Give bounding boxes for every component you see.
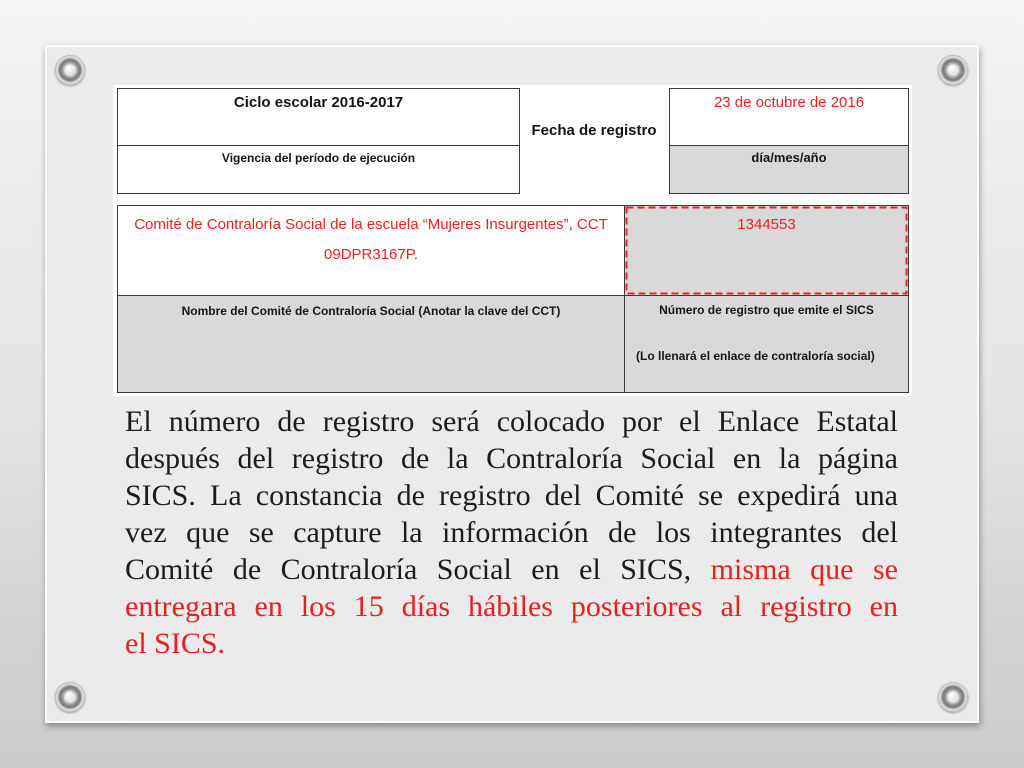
screw-bottom-left-icon [55,682,85,712]
date-format-cell [669,145,909,194]
paragraph-text: El número de registro será colocado por el Enlace Estatal [125,405,898,438]
committee-name-label: Nombre del Comité de Contraloría Social (Anotar la clave del CCT) [181,304,561,318]
committee-value: Comité de Contraloría Social de la escuela “Mujeres Insurgentes”, CCT 09DPR3167P. [134,216,608,263]
paragraph-text: después del registro de la Contraloría Social en la página [125,442,898,475]
paragraph-line [125,514,898,551]
registration-number-highlight [624,205,909,296]
registration-number-label: Número de registro que emite el SICS [659,303,874,317]
paragraph-text: Comité de Contraloría Social en el SICS, [125,553,692,586]
paragraph-line [125,403,898,440]
validity-cell [117,145,520,194]
date-value: 23 de octubre de 2016 [713,94,865,111]
paragraph-line [125,477,898,514]
paragraph-highlight-text: misma que se [710,553,898,586]
validity-label: Vigencia del período de ejecución [221,151,416,165]
committee-name-cell [117,295,625,393]
paragraph-line [125,625,898,662]
cycle-label: Ciclo escolar 2016-2017 [233,94,404,111]
paragraph-line [125,440,898,477]
committee-value-cell [117,205,625,296]
registration-number: 1344553 [737,216,796,233]
date-value-cell [669,88,909,146]
paragraph-line [125,551,898,588]
registration-label-cell [624,295,909,393]
registration-number-note: (Lo llenará el enlace de contraloría social) [636,349,875,363]
screw-bottom-right-icon [938,682,968,712]
screw-top-left-icon [55,55,85,85]
paragraph-line [125,588,898,625]
paragraph-text: SICS. La constancia de registro del Comité se expedirá una [125,479,898,512]
screw-top-right-icon [938,55,968,85]
cycle-cell [117,88,520,146]
explanation-paragraph [125,403,898,662]
paragraph-text: vez que se capture la información de los integrantes del [125,516,898,549]
date-format-label: día/mes/año [751,150,827,165]
date-heading: Fecha de registro [531,122,657,139]
paragraph-highlight-text: entregara en los 15 días hábiles posteriores al registro en [125,590,898,623]
paragraph-highlight-text: el SICS. [125,627,226,660]
